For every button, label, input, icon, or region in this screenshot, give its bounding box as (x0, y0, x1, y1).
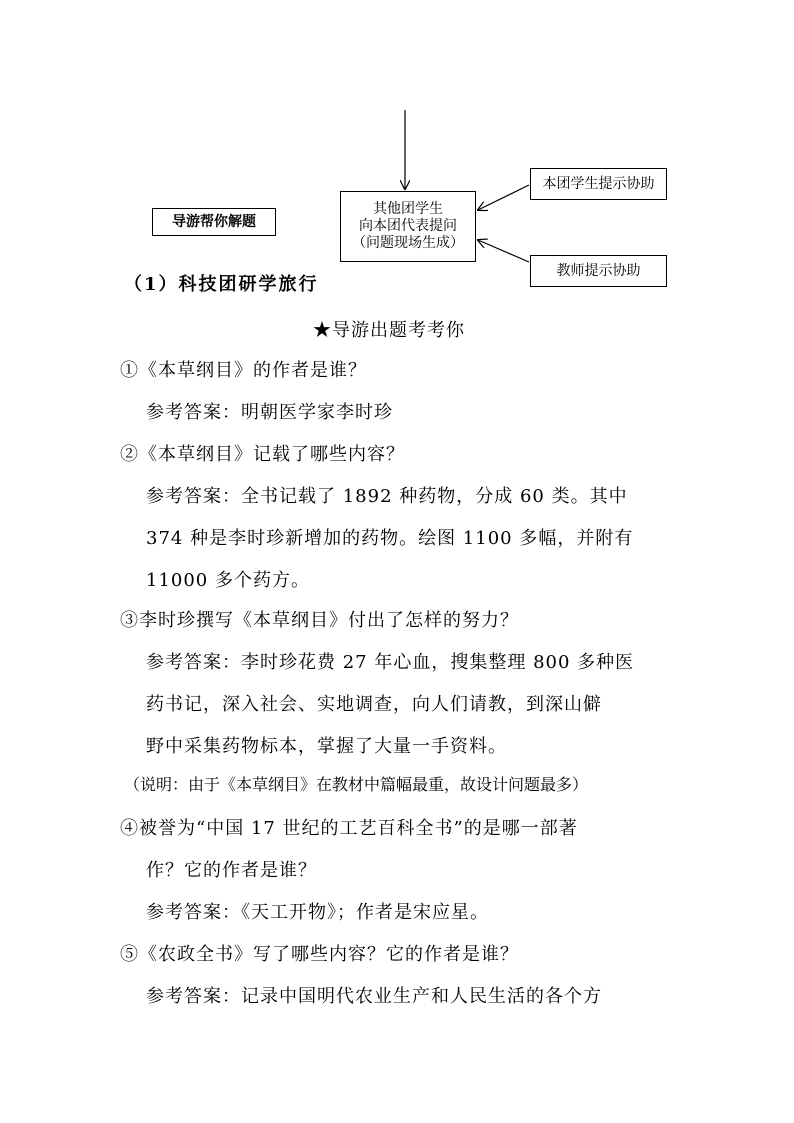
center-box-line-1: 其他团学生 (373, 201, 443, 217)
teacher-help-box (530, 255, 667, 287)
answer-2-line-2: 374 种是李时珍新增加的药物。绘图 1100 多幅，并附有 (146, 528, 634, 549)
student-help-box (530, 168, 667, 200)
question-2: ②《本草纲目》记载了哪些内容？ (120, 444, 405, 465)
answer-5-line-1: 参考答案：记录中国明代农业生产和人民生活的各个方 (146, 986, 602, 1007)
answer-2-line-3: 11000 多个药方。 (146, 570, 310, 591)
answer-3-line-3: 野中采集药物标本，掌握了大量一手资料。 (146, 736, 507, 757)
center-box-line-3: （问题现场生成） (352, 235, 464, 251)
answer-3-line-1: 参考答案：李时珍花费 27 年心血，搜集整理 800 多种医 (146, 652, 635, 673)
student-help-label: 本团学生提示协助 (542, 175, 655, 192)
answer-4: 参考答案：《天工开物》；作者是宋应星。 (146, 902, 489, 923)
subtitle: ★导游出题考考你 (313, 320, 465, 341)
teacher-help-label: 教师提示协助 (556, 262, 641, 279)
answer-3-line-2: 药书记，深入社会、实地调查，向人们请教，到深山僻 (146, 694, 602, 715)
center-box-line-2: 向本团代表提问 (359, 218, 457, 234)
question-1: ①《本草纲目》的作者是谁？ (120, 360, 367, 381)
note: （说明：由于《本草纲目》在教材中篇幅最重，故设计问题最多） (124, 775, 589, 794)
guide-box-label: 导游帮你解题 (172, 213, 256, 230)
question-4-line-2: 作？它的作者是谁？ (146, 860, 317, 881)
answer-2-line-1: 参考答案：全书记载了 1892 种药物，分成 60 类。其中 (146, 486, 628, 507)
question-4-line-1: ④被誉为“中国 17 世纪的工艺百科全书”的是哪一部著 (120, 818, 578, 839)
question-3: ③李时珍撰写《本草纲目》付出了怎样的努力？ (120, 610, 519, 631)
question-5: ⑤《农政全书》写了哪些内容？它的作者是谁？ (120, 944, 519, 965)
arrow-from-teacher (478, 240, 529, 262)
guide-box (152, 208, 276, 236)
section-title: （1）科技团研学旅行 (124, 274, 319, 295)
answer-1: 参考答案：明朝医学家李时珍 (146, 402, 393, 423)
arrow-from-students (478, 185, 529, 210)
center-question-box (340, 191, 476, 262)
